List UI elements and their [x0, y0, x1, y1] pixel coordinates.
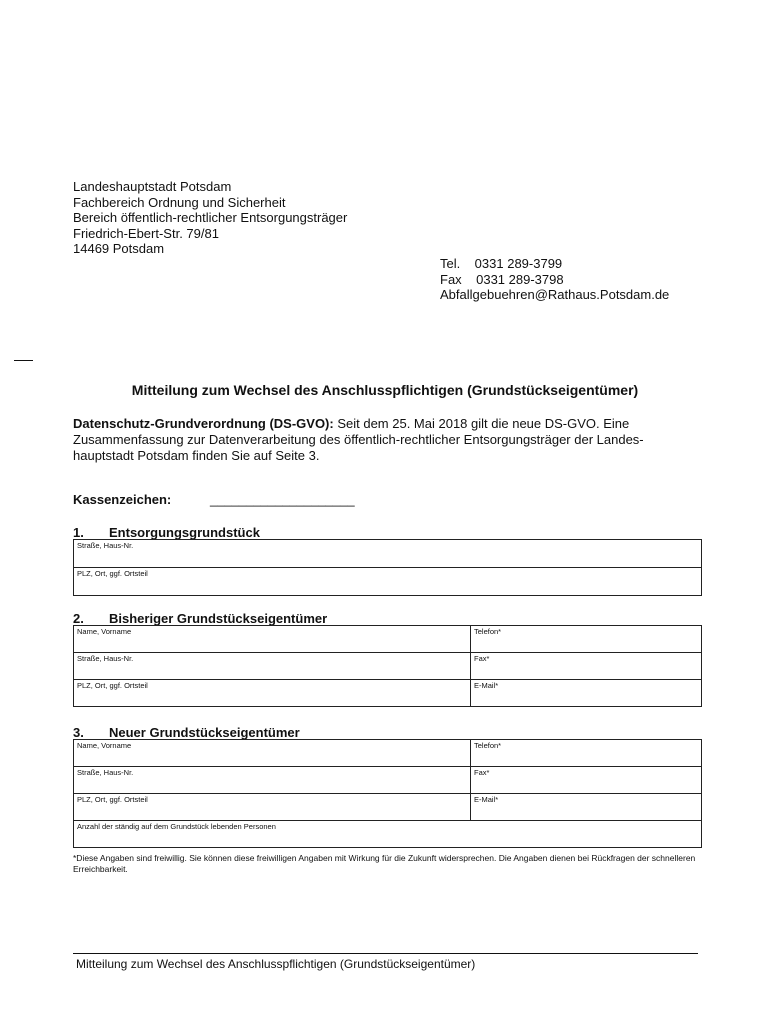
sender-line-city: Landeshauptstadt Potsdam [73, 179, 232, 194]
section-3-heading [73, 725, 300, 740]
sender-line-division: Bereich öffentlich-rechtlicher Entsorgungsträger [73, 210, 348, 225]
field-previous-postcode-city[interactable]: PLZ, Ort, ggf. Ortsteil [74, 680, 471, 707]
section-2-table [73, 625, 702, 707]
sender-address [73, 179, 347, 257]
kassenzeichen-input-line[interactable]: ____________________ [210, 492, 355, 507]
document-title: Mitteilung zum Wechsel des Anschlusspflichtigen (Grundstückseigentümer) [131, 382, 639, 398]
field-previous-fax[interactable]: Fax* [471, 653, 702, 680]
footer-divider [73, 953, 698, 954]
section-1-table [73, 539, 702, 596]
field-new-phone[interactable]: Telefon* [471, 740, 702, 767]
footnote: *Diese Angaben sind freiwillig. Sie können diese freiwilligen Angaben mit Wirkung für die Zukunft widersprechen. Die Angaben dienen bei Rückfragen der schnelleren Erreichbarkeit. [73, 853, 696, 874]
field-new-postcode-city[interactable]: PLZ, Ort, ggf. Ortsteil [74, 794, 471, 821]
field-new-name[interactable]: Name, Vorname [74, 740, 471, 767]
contact-email: Abfallgebuehren@Rathaus.Potsdam.de [440, 287, 670, 302]
contact-fax: Fax 0331 289-3798 [440, 271, 564, 287]
field-previous-email[interactable]: E-Mail* [471, 680, 702, 707]
field-resident-count[interactable]: Anzahl der ständig auf dem Grundstück lebenden Personen [74, 821, 702, 848]
kassenzeichen [73, 492, 355, 507]
section-2-heading [73, 611, 327, 626]
section-2-title: Bisheriger Grundstückseigentümer [109, 611, 328, 626]
field-new-street[interactable]: Straße, Haus-Nr. [74, 767, 471, 794]
field-previous-phone[interactable]: Telefon* [471, 626, 702, 653]
section-3-number: 3. [73, 725, 84, 740]
privacy-notice-heading: Datenschutz-Grundverordnung (DS-GVO): [73, 416, 334, 431]
sender-line-postcode: 14469 Potsdam [73, 241, 165, 256]
sender-line-street: Friedrich-Ebert-Str. 79/81 [73, 225, 219, 241]
section-3-title: Neuer Grundstückseigentümer [109, 725, 300, 740]
field-new-email[interactable]: E-Mail* [471, 794, 702, 821]
kassenzeichen-label: Kassenzeichen: [73, 492, 172, 507]
section-1-number: 1. [73, 525, 84, 540]
contact-block [440, 256, 669, 303]
contact-phone: Tel. 0331 289-3799 [440, 256, 563, 271]
field-street[interactable]: Straße, Haus-Nr. [74, 540, 702, 568]
field-postcode-city[interactable]: PLZ, Ort, ggf. Ortsteil [74, 568, 702, 596]
privacy-notice [73, 416, 703, 464]
sender-line-department: Fachbereich Ordnung und Sicherheit [73, 194, 286, 210]
privacy-notice-text: Seit dem 25. Mai 2018 gilt die neue DS-GVO. Eine Zusammenfassung zur Datenverarbeitung des öffentlich-rechtlicher Entsorgungsträger der Landes-hauptstadt Potsdam finden Sie auf Seite 3. [73, 416, 644, 463]
field-new-fax[interactable]: Fax* [471, 767, 702, 794]
field-previous-street[interactable]: Straße, Haus-Nr. [74, 653, 471, 680]
page-footer: Mitteilung zum Wechsel des Anschlusspflichtigen (Grundstückseigentümer) [76, 957, 476, 971]
section-3-table [73, 739, 702, 848]
fold-mark [14, 360, 33, 361]
section-1-title: Entsorgungsgrundstück [109, 525, 260, 540]
section-2-number: 2. [73, 611, 84, 626]
field-previous-name[interactable]: Name, Vorname [74, 626, 471, 653]
section-1-heading [73, 525, 260, 540]
